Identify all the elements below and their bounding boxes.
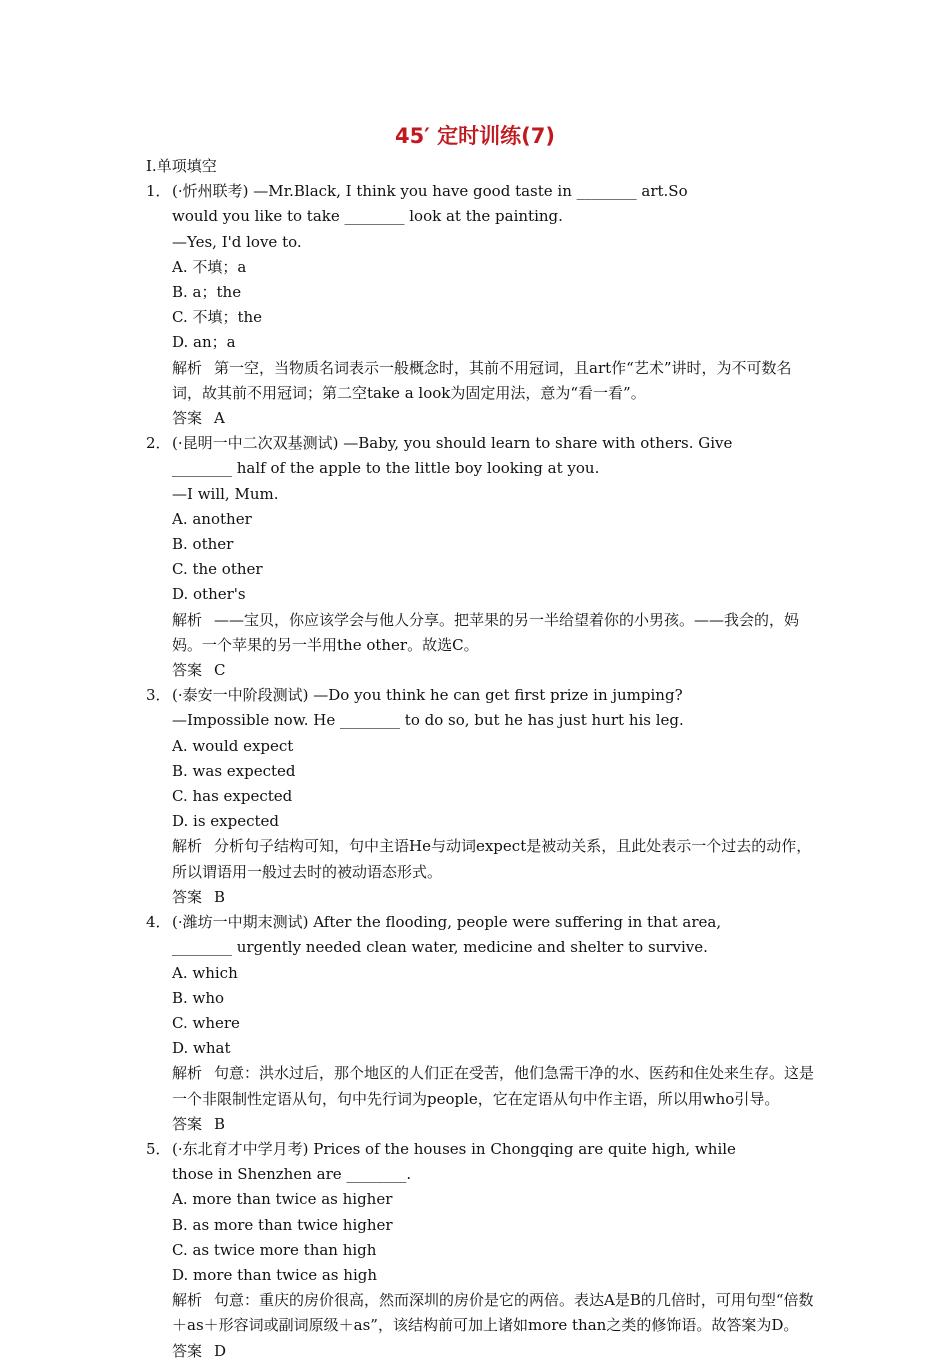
answer-value: A bbox=[214, 409, 225, 428]
option-b: B. was expected bbox=[172, 761, 296, 780]
question-line: ________ half of the apple to the little boy looking at you. bbox=[172, 459, 600, 478]
analysis-label: 解析 bbox=[172, 837, 203, 856]
analysis bbox=[172, 356, 818, 406]
analysis bbox=[172, 1288, 818, 1338]
analysis-text: 第一空，当物质名词表示一般概念时，其前不用冠词，且art作“艺术”讲时，为不可数名词，故其前不用冠词；第二空take a look为固定用法，意为“看一看”。 bbox=[172, 358, 792, 402]
question-4 bbox=[146, 910, 818, 1137]
analysis-label: 解析 bbox=[172, 358, 203, 377]
option-b: B. as more than twice higher bbox=[172, 1215, 393, 1234]
question-number: 4． bbox=[146, 913, 171, 932]
section-label: Ⅰ.单项填空 bbox=[146, 157, 217, 175]
answer bbox=[172, 885, 818, 910]
option-a: A. 不填；a bbox=[172, 257, 247, 276]
options bbox=[172, 734, 818, 835]
option-a: A. more than twice as higher bbox=[172, 1190, 393, 1209]
analysis bbox=[172, 608, 818, 658]
option-d: D. what bbox=[172, 1039, 231, 1058]
question-line: —I will, Mum. bbox=[172, 484, 279, 503]
question-3 bbox=[146, 683, 818, 910]
answer-label: 答案 bbox=[172, 661, 203, 680]
option-c: C. the other bbox=[172, 560, 263, 579]
answer bbox=[172, 1339, 818, 1364]
options bbox=[172, 507, 818, 608]
options bbox=[172, 1187, 818, 1288]
answer bbox=[172, 406, 818, 431]
answer bbox=[172, 658, 818, 683]
answer bbox=[172, 1112, 818, 1137]
option-b: B. a；the bbox=[172, 283, 242, 302]
question-line: (·东北育才中学月考) Prices of the houses in Chongqing are quite high, while bbox=[172, 1139, 736, 1158]
question-number: 2． bbox=[146, 434, 171, 453]
analysis-text: 分析句子结构可知，句中主语He与动词expect是被动关系，且此处表示一个过去的动作，所以谓语用一般过去时的被动语态形式。 bbox=[172, 837, 812, 881]
option-d: D. other's bbox=[172, 585, 246, 604]
question-line: (·忻州联考) —Mr.Black, I think you have good taste in ________ art.So bbox=[172, 182, 688, 201]
answer-value: D bbox=[214, 1341, 227, 1360]
answer-value: B bbox=[214, 887, 226, 906]
option-a: A. another bbox=[172, 509, 252, 528]
option-c: C. where bbox=[172, 1013, 240, 1032]
options bbox=[172, 255, 818, 356]
option-d: D. an；a bbox=[172, 333, 236, 352]
analysis-label: 解析 bbox=[172, 1291, 203, 1310]
analysis bbox=[172, 1061, 818, 1111]
answer-label: 答案 bbox=[172, 1341, 203, 1360]
option-a: A. which bbox=[172, 963, 238, 982]
question-line: —Yes, I'd love to. bbox=[172, 232, 302, 251]
question-number: 3． bbox=[146, 686, 171, 705]
option-b: B. other bbox=[172, 535, 234, 554]
question-number: 5． bbox=[146, 1139, 171, 1158]
option-a: A. would expect bbox=[172, 736, 294, 755]
analysis-label: 解析 bbox=[172, 610, 203, 629]
answer-label: 答案 bbox=[172, 887, 203, 906]
options bbox=[172, 961, 818, 1062]
option-c: C. 不填；the bbox=[172, 308, 263, 327]
analysis bbox=[172, 834, 818, 884]
answer-label: 答案 bbox=[172, 1114, 203, 1133]
option-d: D. is expected bbox=[172, 812, 280, 831]
option-d: D. more than twice as high bbox=[172, 1265, 377, 1284]
question-line: —Impossible now. He ________ to do so, but he has just hurt his leg. bbox=[172, 711, 684, 730]
option-b: B. who bbox=[172, 988, 225, 1007]
option-c: C. has expected bbox=[172, 787, 293, 806]
question-line: those in Shenzhen are ________. bbox=[172, 1165, 412, 1184]
question-1 bbox=[146, 179, 818, 431]
analysis-text: 句意：重庆的房价很高，然而深圳的房价是它的两倍。表达A是B的几倍时，可用句型“倍数＋as＋形容词或副词原级＋as”，该结构前可加上诸如more than之类的修饰语。故答案为D。 bbox=[172, 1291, 814, 1335]
question-number: 1． bbox=[146, 182, 171, 201]
question-line: would you like to take ________ look at the painting. bbox=[172, 207, 563, 226]
question-line: ________ urgently needed clean water, medicine and shelter to survive. bbox=[172, 938, 708, 957]
answer-value: C bbox=[214, 661, 226, 680]
question-line: (·昆明一中二次双基测试) —Baby, you should learn to share with others. Give bbox=[172, 434, 733, 453]
question-5 bbox=[146, 1137, 818, 1364]
analysis-text: 句意：洪水过后，那个地区的人们正在受苦，他们急需干净的水、医药和住处来生存。这是一个非限制性定语从句，句中先行词为people，它在定语从句中作主语，所以用who引导。 bbox=[172, 1064, 815, 1108]
page-title: 45′ 定时训练(7) bbox=[395, 124, 555, 148]
question-2 bbox=[146, 431, 818, 683]
analysis-text: ——宝贝，你应该学会与他人分享。把苹果的另一半给望着你的小男孩。——我会的，妈妈。一个苹果的另一半用the other。故选C。 bbox=[172, 610, 800, 654]
analysis-label: 解析 bbox=[172, 1064, 203, 1083]
option-c: C. as twice more than high bbox=[172, 1240, 377, 1259]
question-line: (·潍坊一中期末测试) After the flooding, people were suffering in that area, bbox=[172, 913, 722, 932]
question-line: (·泰安一中阶段测试) —Do you think he can get first prize in jumping? bbox=[172, 686, 683, 705]
answer-value: B bbox=[214, 1114, 226, 1133]
content bbox=[146, 154, 818, 1364]
answer-label: 答案 bbox=[172, 409, 203, 428]
